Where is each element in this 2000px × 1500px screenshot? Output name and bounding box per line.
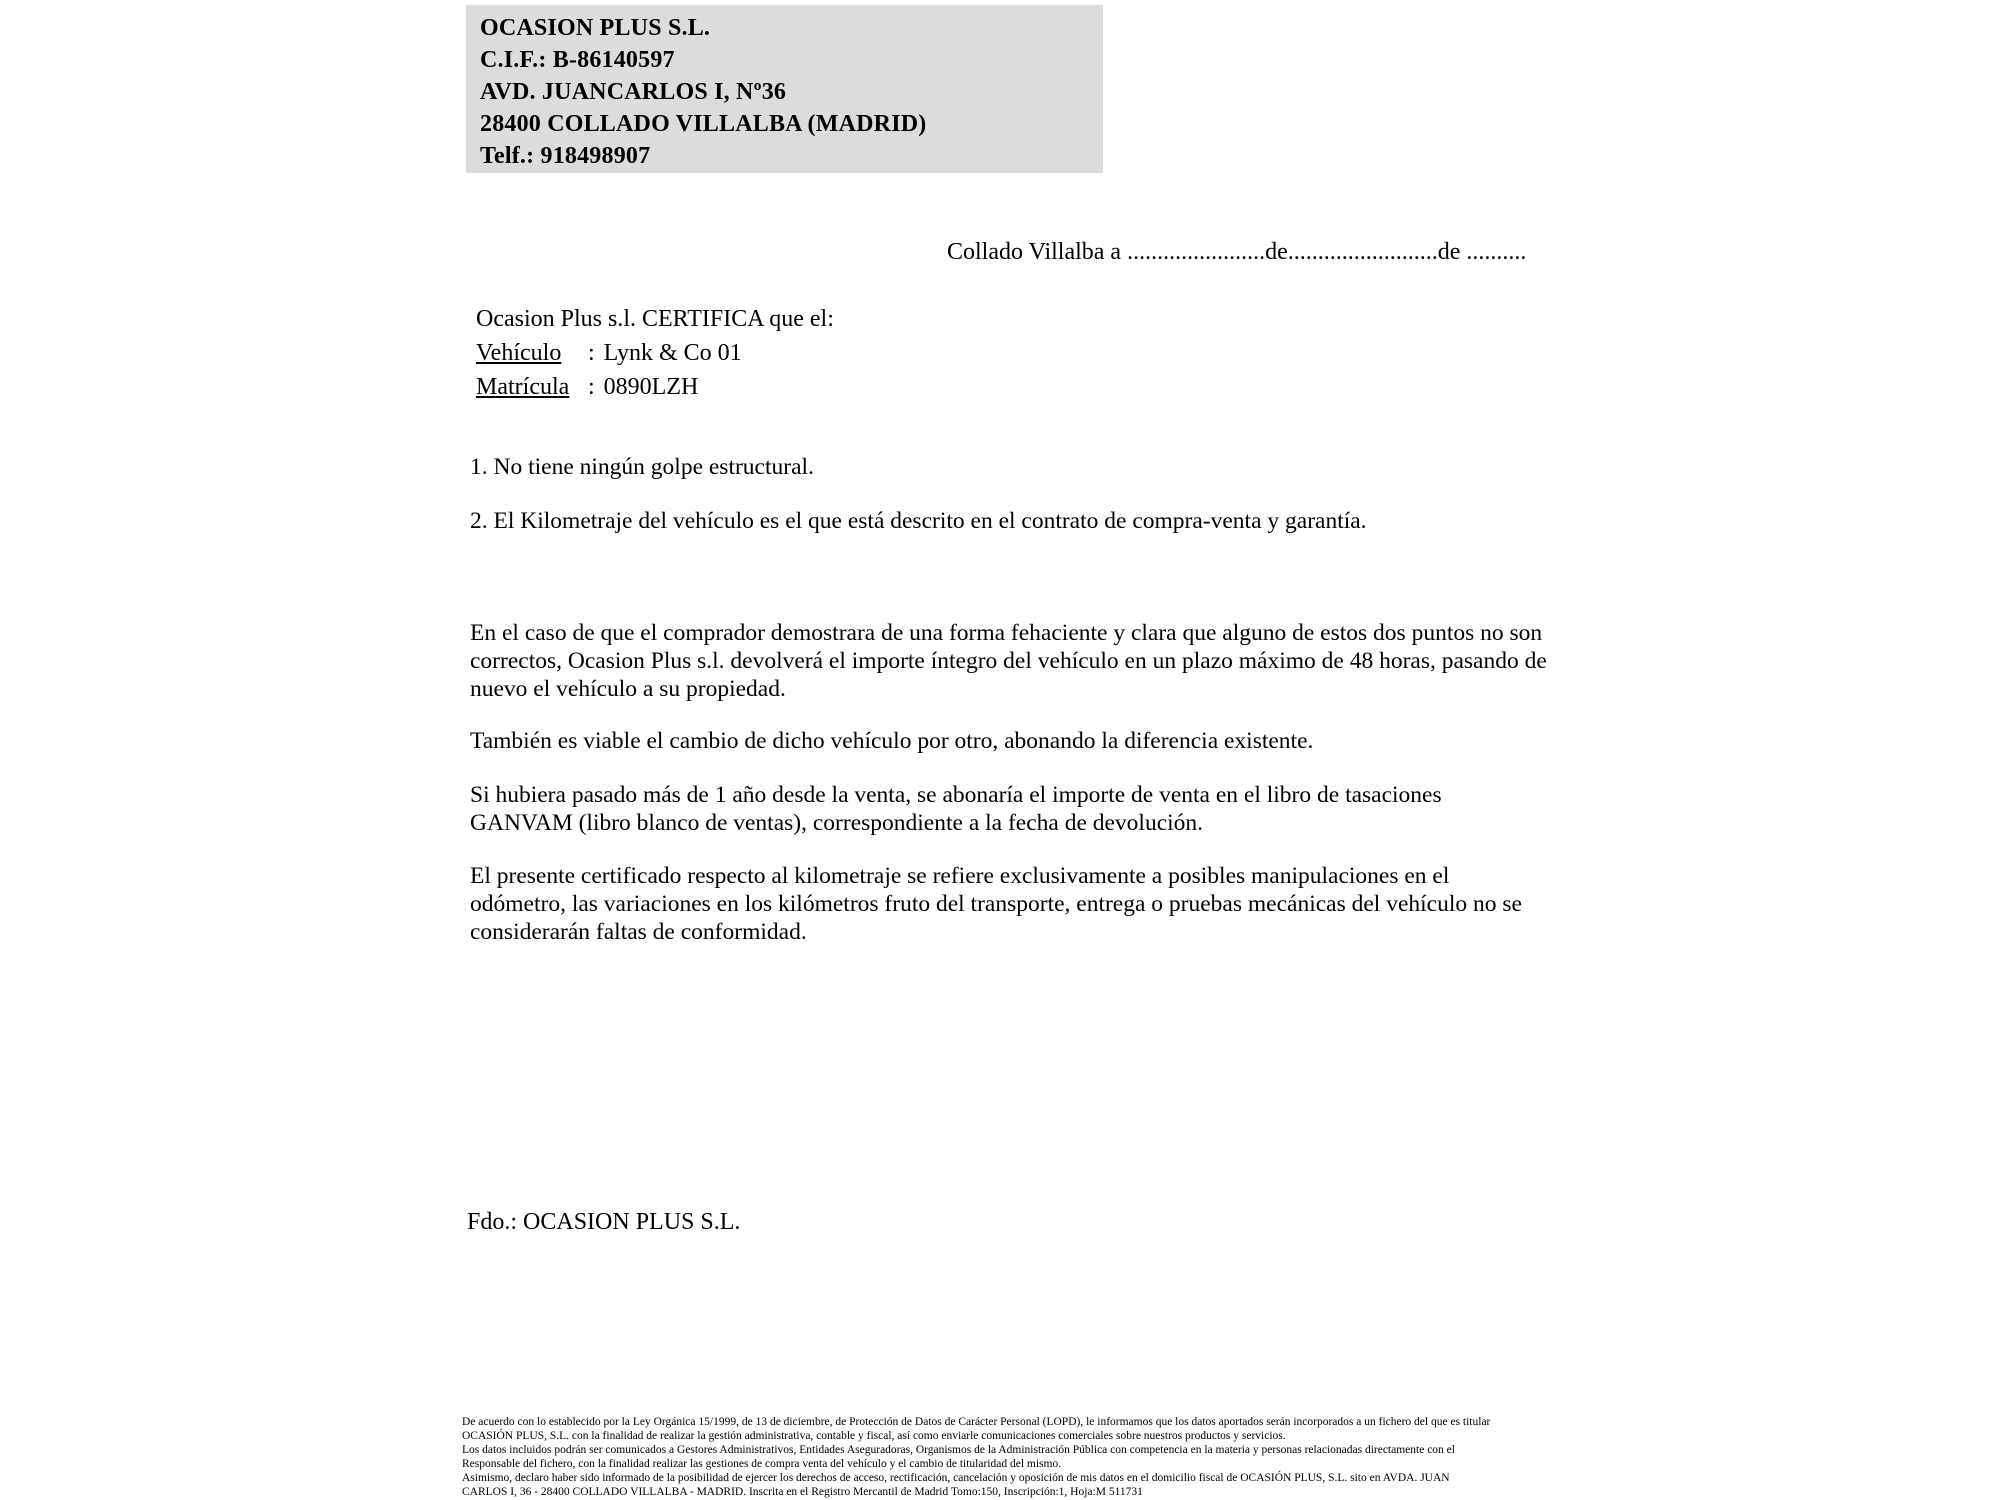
- legal-line-3: Los datos incluidos podrán ser comunicados a Gestores Administrativos, Entidades Aseguradoras, Organismos de la Administración Pública con competencia en la materia y personas relacionadas directamente con el: [462, 1444, 1455, 1456]
- legal-footer: [462, 1415, 1490, 1499]
- legal-line-2: OCASIÓN PLUS, S.L. con la finalidad de realizar la gestión administrativa, contable y fiscal, así como enviarle comunicaciones comerciales sobre nuestros productos y servicios.: [462, 1430, 1286, 1442]
- paragraph-odometer-scope: El presente certificado respecto al kilometraje se refiere exclusivamente a posibles manipulaciones en el odómetro, las variaciones en los kilómetros fruto del transporte, entrega o pruebas mecánicas del vehículo no se considerarán faltas de conformidad.: [470, 863, 1522, 945]
- paragraph-exchange-option: También es viable el cambio de dicho vehículo por otro, abonando la diferencia existente.: [470, 728, 1314, 754]
- company-phone: Telf.: 918498907: [480, 143, 651, 169]
- plate-field-row: [476, 370, 834, 404]
- plate-separator: :: [588, 374, 595, 400]
- certification-intro: Ocasion Plus s.l. CERTIFICA que el:: [476, 306, 834, 332]
- certification-block: [476, 302, 834, 404]
- company-cif: C.I.F.: B-86140597: [480, 47, 675, 73]
- certified-point-2: 2. El Kilometraje del vehículo es el que está descrito en el contrato de compra-venta y garantía.: [470, 508, 1367, 534]
- paragraph-refund-terms: En el caso de que el comprador demostrara de una forma fehaciente y clara que alguno de estos dos puntos no son correctos, Ocasion Plus s.l. devolverá el importe íntegro del vehículo en un plazo máximo de 48 horas, pasando de nuevo el vehículo a su propiedad.: [470, 620, 1547, 702]
- plate-label: Matrícula: [476, 374, 570, 400]
- paragraph-ganvam-valuation: Si hubiera pasado más de 1 año desde la venta, se abonaría el importe de venta en el libro de tasaciones GANVAM (libro blanco de ventas), correspondiente a la fecha de devolución.: [470, 782, 1442, 836]
- legal-line-4: Responsable del fichero, con la finalidad realizar las gestiones de compra venta del vehículo y el cambio de titularidad del mismo.: [462, 1458, 1062, 1470]
- company-city: 28400 COLLADO VILLALBA (MADRID): [480, 111, 927, 137]
- legal-line-1: De acuerdo con lo establecido por la Ley Orgánica 15/1999, de 13 de diciembre, de Protección de Datos de Carácter Personal (LOPD), le informamos que los datos aportados serán incorporados a un fichero del que es titular: [462, 1416, 1491, 1428]
- vehicle-field-row: [476, 336, 834, 370]
- date-fill-in-line: Collado Villalba a .......................de.........................de ..........: [947, 239, 1527, 265]
- letterhead-block: [466, 5, 1103, 173]
- certified-point-1: 1. No tiene ningún golpe estructural.: [470, 454, 814, 480]
- vehicle-value: Lynk & Co 01: [603, 340, 742, 366]
- legal-line-5: Asimismo, declaro haber sido informado de la posibilidad de ejercer los derechos de acceso, rectificación, cancelación y oposición de mis datos en el domicilio fiscal de OCASIÓN PLUS, S.L. sito en AVDA. JUAN: [462, 1472, 1450, 1484]
- signature-line: Fdo.: OCASION PLUS S.L.: [467, 1209, 741, 1235]
- legal-line-6: CARLOS I, 36 - 28400 COLLADO VILLALBA - MADRID. Inscrita en el Registro Mercantil de Madrid Tomo:150, Inscripción:1, Hoja:M 511731: [462, 1486, 1143, 1498]
- company-address: AVD. JUANCARLOS I, Nº36: [480, 79, 787, 105]
- vehicle-label: Vehículo: [476, 340, 562, 366]
- company-name: OCASION PLUS S.L.: [480, 15, 711, 41]
- vehicle-separator: :: [588, 340, 595, 366]
- plate-value: 0890LZH: [603, 374, 699, 400]
